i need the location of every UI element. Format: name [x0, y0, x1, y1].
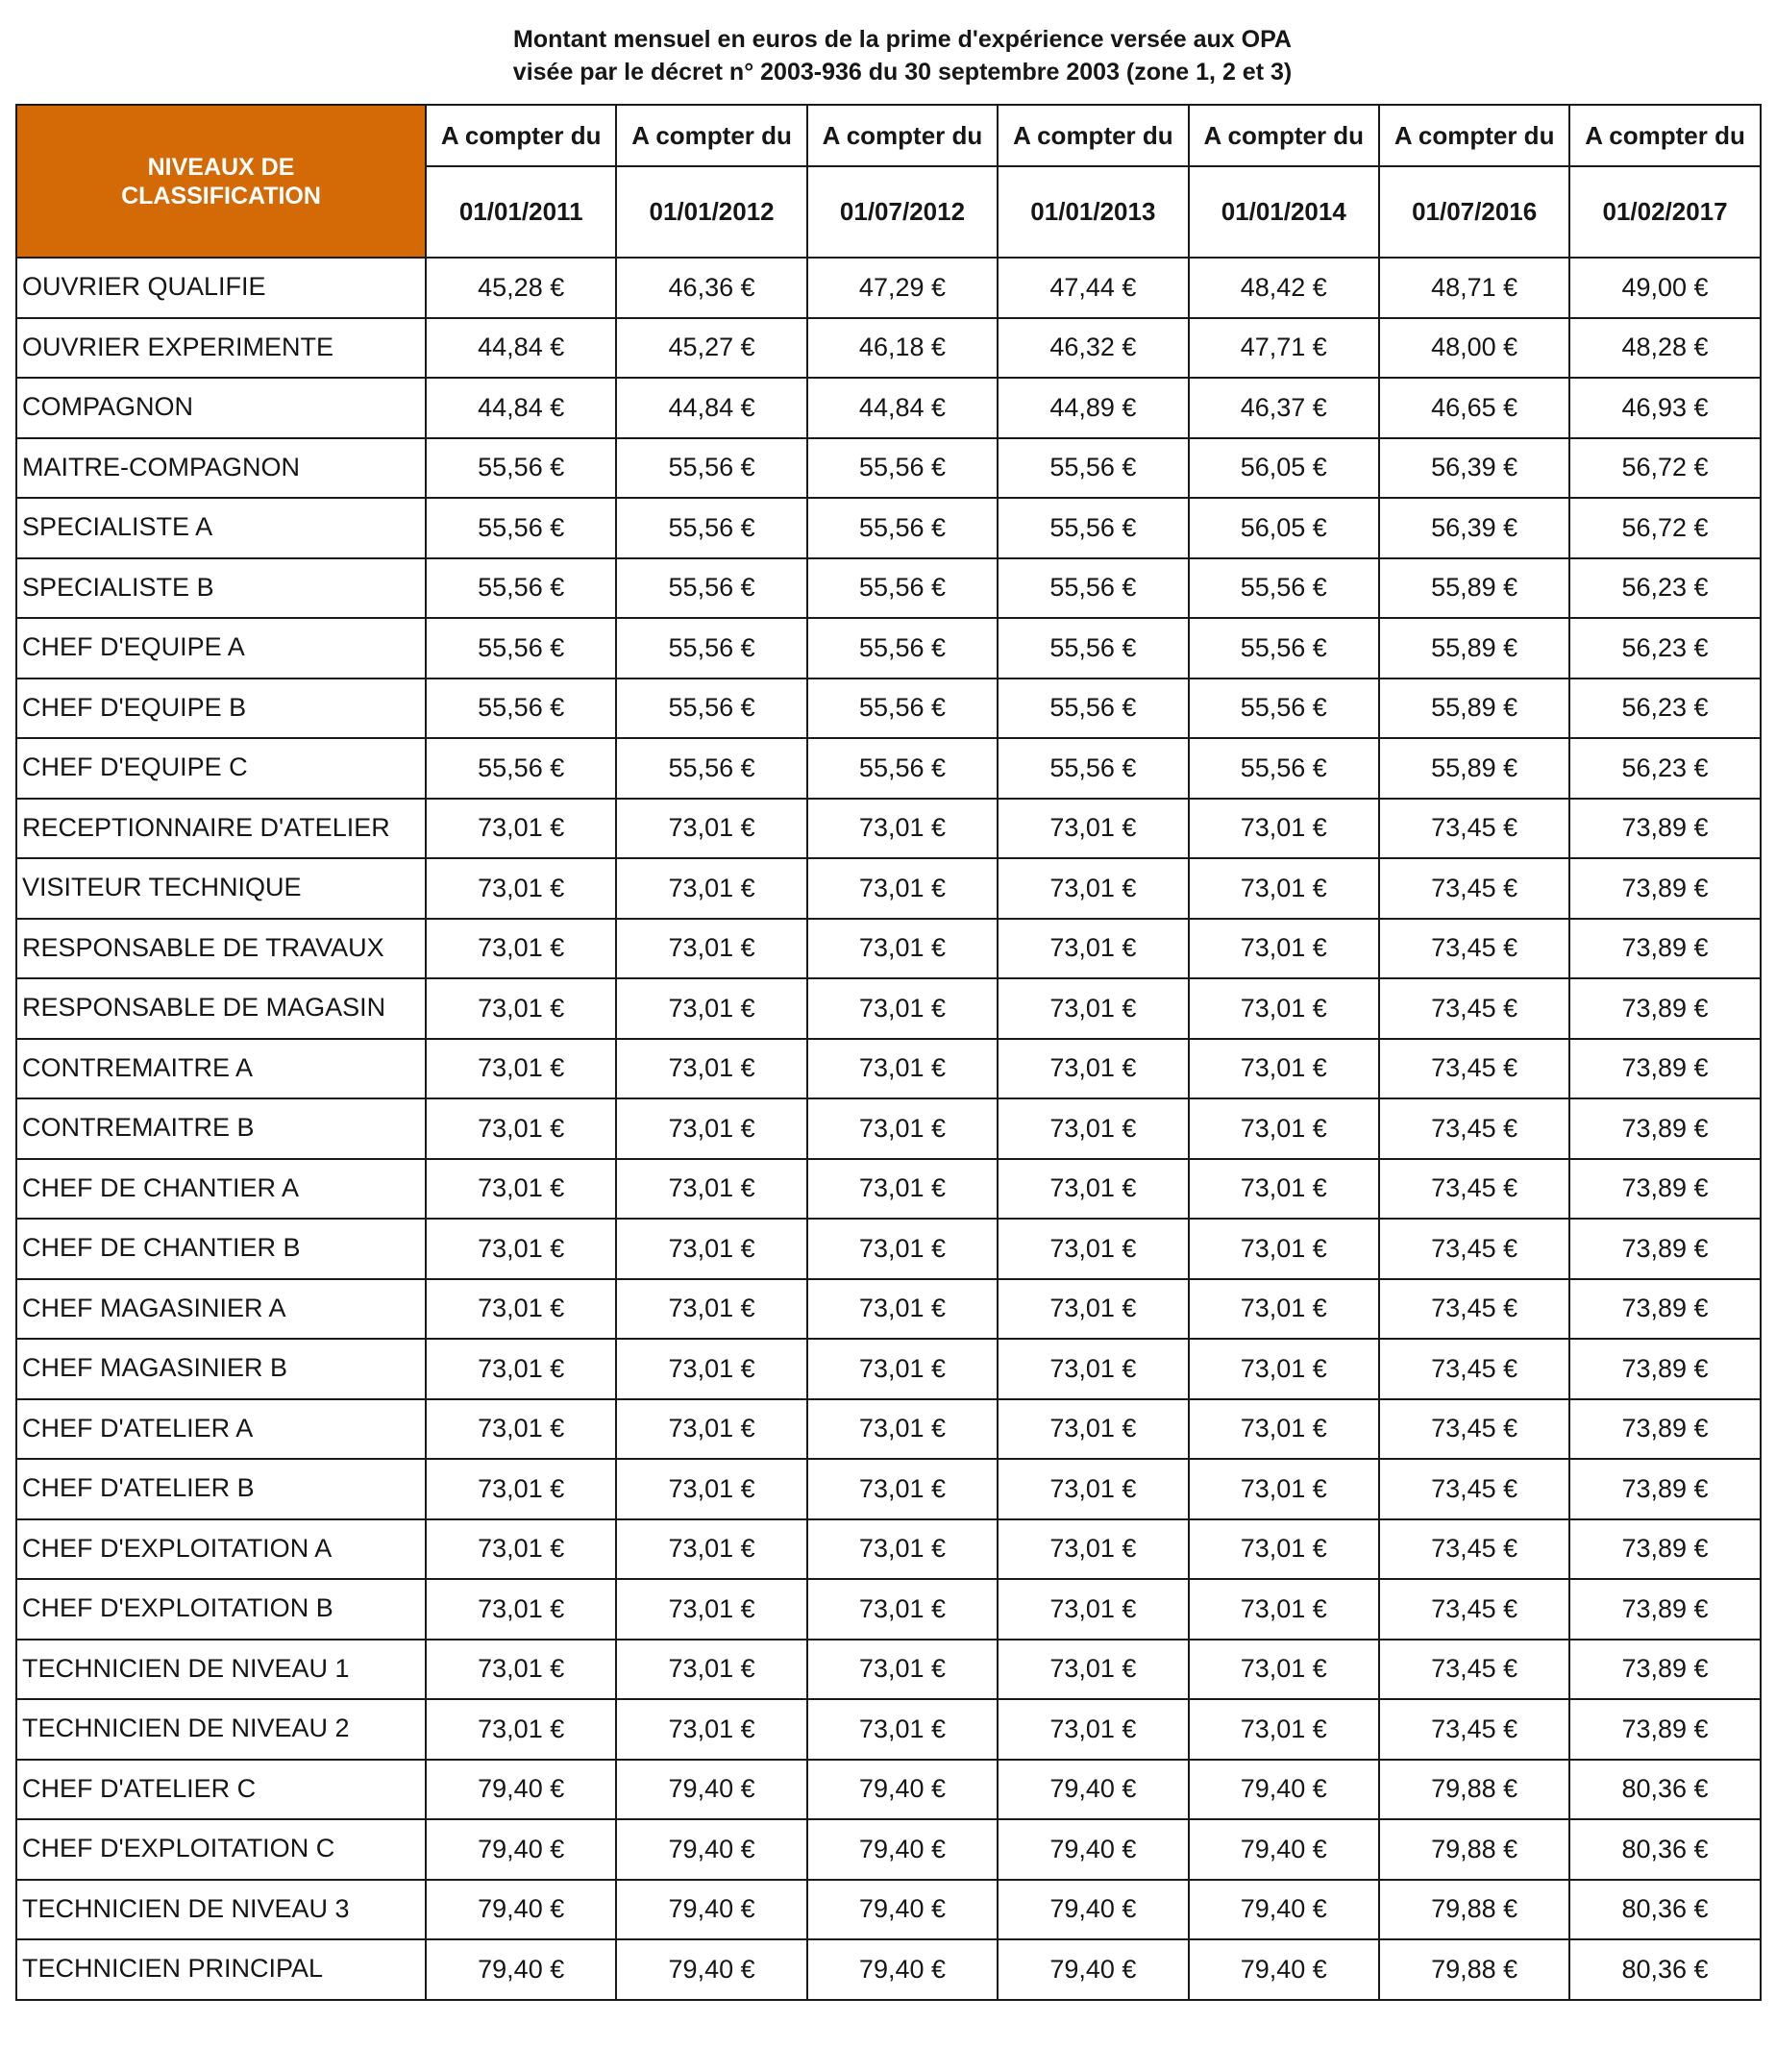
amount-cell: 73,01 €	[1189, 1098, 1379, 1159]
amount-cell: 55,56 €	[426, 498, 616, 558]
amount-cell: 55,56 €	[616, 438, 806, 499]
amount-cell: 73,01 €	[426, 799, 616, 859]
classification-label: RESPONSABLE DE MAGASIN	[16, 978, 426, 1039]
amount-cell: 73,89 €	[1569, 1279, 1760, 1340]
classification-label: RESPONSABLE DE TRAVAUX	[16, 919, 426, 979]
amount-cell: 55,56 €	[807, 438, 998, 499]
amount-cell: 55,56 €	[426, 438, 616, 499]
table-row	[16, 1279, 1761, 1340]
amount-cell: 73,01 €	[807, 1579, 998, 1640]
classification-label: CHEF D'EXPLOITATION A	[16, 1519, 426, 1580]
amount-cell: 55,56 €	[998, 618, 1188, 678]
column-prefix: A compter du	[616, 105, 806, 166]
classification-label: SPECIALISTE B	[16, 558, 426, 619]
amount-cell: 73,01 €	[426, 1279, 616, 1340]
amount-cell: 73,45 €	[1379, 1339, 1569, 1399]
amount-cell: 73,89 €	[1569, 1039, 1760, 1099]
amount-cell: 73,01 €	[426, 1459, 616, 1519]
table-row	[16, 438, 1761, 499]
amount-cell: 73,01 €	[426, 1159, 616, 1220]
amount-cell: 80,36 €	[1569, 1939, 1760, 2000]
amount-cell: 73,45 €	[1379, 1098, 1569, 1159]
amount-cell: 73,01 €	[1189, 1519, 1379, 1580]
table-row	[16, 1880, 1761, 1940]
amount-cell: 80,36 €	[1569, 1819, 1760, 1880]
amount-cell: 73,01 €	[1189, 1159, 1379, 1220]
amount-cell: 73,01 €	[426, 1699, 616, 1760]
amount-cell: 73,01 €	[807, 1459, 998, 1519]
amount-cell: 73,89 €	[1569, 1579, 1760, 1640]
amount-cell: 55,56 €	[1189, 678, 1379, 739]
amount-cell: 73,45 €	[1379, 1459, 1569, 1519]
classification-label: OUVRIER EXPERIMENTE	[16, 318, 426, 379]
amount-cell: 55,56 €	[426, 618, 616, 678]
table-row	[16, 1339, 1761, 1399]
amount-cell: 55,56 €	[998, 498, 1188, 558]
classification-label: SPECIALISTE A	[16, 498, 426, 558]
amount-cell: 55,56 €	[807, 498, 998, 558]
amount-cell: 73,01 €	[807, 1640, 998, 1700]
amount-cell: 79,40 €	[1189, 1819, 1379, 1880]
amount-cell: 55,56 €	[807, 618, 998, 678]
column-date: 01/02/2017	[1569, 166, 1760, 258]
amount-cell: 73,01 €	[616, 1640, 806, 1700]
amount-cell: 73,45 €	[1379, 1699, 1569, 1760]
amount-cell: 55,56 €	[1189, 738, 1379, 799]
amount-cell: 55,56 €	[616, 738, 806, 799]
amount-cell: 56,23 €	[1569, 618, 1760, 678]
amount-cell: 45,27 €	[616, 318, 806, 379]
classification-label: CHEF D'ATELIER A	[16, 1399, 426, 1460]
amount-cell: 73,89 €	[1569, 1519, 1760, 1580]
amount-cell: 73,01 €	[807, 919, 998, 979]
table-row	[16, 1819, 1761, 1880]
amount-cell: 73,89 €	[1569, 1098, 1760, 1159]
amount-cell: 79,40 €	[616, 1819, 806, 1880]
classification-label: CHEF D'ATELIER B	[16, 1459, 426, 1519]
amount-cell: 73,89 €	[1569, 858, 1760, 919]
amount-cell: 79,40 €	[616, 1760, 806, 1820]
amount-cell: 73,01 €	[998, 1399, 1188, 1460]
amount-cell: 73,89 €	[1569, 1459, 1760, 1519]
table-row	[16, 919, 1761, 979]
amount-cell: 56,72 €	[1569, 498, 1760, 558]
amount-cell: 73,01 €	[426, 1098, 616, 1159]
amount-cell: 73,01 €	[426, 978, 616, 1039]
amount-cell: 56,23 €	[1569, 678, 1760, 739]
amount-cell: 80,36 €	[1569, 1760, 1760, 1820]
amount-cell: 55,89 €	[1379, 558, 1569, 619]
amount-cell: 73,01 €	[998, 1279, 1188, 1340]
amount-cell: 73,01 €	[807, 799, 998, 859]
amount-cell: 55,56 €	[616, 678, 806, 739]
amount-cell: 73,01 €	[426, 1219, 616, 1279]
amount-cell: 73,01 €	[807, 1279, 998, 1340]
amount-cell: 55,56 €	[1189, 558, 1379, 619]
table-header	[16, 105, 1761, 258]
amount-cell: 79,40 €	[807, 1880, 998, 1940]
amount-cell: 73,01 €	[616, 1039, 806, 1099]
amount-cell: 47,44 €	[998, 258, 1188, 318]
amount-cell: 73,01 €	[998, 1519, 1188, 1580]
classification-header	[16, 105, 426, 258]
column-prefix: A compter du	[1569, 105, 1760, 166]
amount-cell: 55,56 €	[616, 618, 806, 678]
amount-cell: 73,01 €	[1189, 1699, 1379, 1760]
table-row	[16, 1640, 1761, 1700]
table-row	[16, 1159, 1761, 1220]
amount-cell: 73,01 €	[1189, 799, 1379, 859]
amount-cell: 79,40 €	[998, 1819, 1188, 1880]
amount-cell: 79,88 €	[1379, 1939, 1569, 2000]
column-prefix: A compter du	[426, 105, 616, 166]
classification-label: OUVRIER QUALIFIE	[16, 258, 426, 318]
classification-label: VISITEUR TECHNIQUE	[16, 858, 426, 919]
amount-cell: 79,88 €	[1379, 1760, 1569, 1820]
table-body	[16, 258, 1761, 2000]
table-row	[16, 258, 1761, 318]
column-date: 01/07/2016	[1379, 166, 1569, 258]
amount-cell: 73,89 €	[1569, 1339, 1760, 1399]
table-row	[16, 1519, 1761, 1580]
amount-cell: 73,01 €	[998, 1339, 1188, 1399]
table-row	[16, 1579, 1761, 1640]
amount-cell: 55,56 €	[807, 678, 998, 739]
amount-cell: 73,01 €	[998, 1579, 1188, 1640]
amount-cell: 73,01 €	[998, 858, 1188, 919]
amount-cell: 73,45 €	[1379, 978, 1569, 1039]
amount-cell: 73,01 €	[616, 858, 806, 919]
classification-label: CHEF DE CHANTIER B	[16, 1219, 426, 1279]
amount-cell: 44,84 €	[426, 378, 616, 438]
amount-cell: 73,45 €	[1379, 799, 1569, 859]
table-row	[16, 378, 1761, 438]
amount-cell: 79,40 €	[1189, 1880, 1379, 1940]
amount-cell: 73,01 €	[807, 1519, 998, 1580]
amount-cell: 56,05 €	[1189, 438, 1379, 499]
classification-label: CHEF D'EQUIPE A	[16, 618, 426, 678]
classification-label: TECHNICIEN PRINCIPAL	[16, 1939, 426, 2000]
amount-cell: 79,40 €	[616, 1939, 806, 2000]
amount-cell: 79,40 €	[807, 1760, 998, 1820]
amount-cell: 55,56 €	[1189, 618, 1379, 678]
prime-table	[15, 104, 1762, 2001]
amount-cell: 56,39 €	[1379, 438, 1569, 499]
amount-cell: 44,89 €	[998, 378, 1188, 438]
amount-cell: 73,01 €	[807, 1399, 998, 1460]
table-row	[16, 799, 1761, 859]
amount-cell: 55,56 €	[998, 558, 1188, 619]
amount-cell: 73,89 €	[1569, 978, 1760, 1039]
amount-cell: 73,01 €	[998, 919, 1188, 979]
amount-cell: 73,01 €	[1189, 978, 1379, 1039]
amount-cell: 73,45 €	[1379, 1399, 1569, 1460]
amount-cell: 73,45 €	[1379, 1640, 1569, 1700]
amount-cell: 56,23 €	[1569, 558, 1760, 619]
title-line-1: Montant mensuel en euros de la prime d'expérience versée aux OPA	[513, 26, 1292, 53]
amount-cell: 56,72 €	[1569, 438, 1760, 499]
column-prefix: A compter du	[1379, 105, 1569, 166]
column-prefix: A compter du	[1189, 105, 1379, 166]
amount-cell: 73,01 €	[616, 799, 806, 859]
amount-cell: 73,01 €	[616, 1699, 806, 1760]
amount-cell: 73,01 €	[1189, 1279, 1379, 1340]
amount-cell: 55,56 €	[807, 738, 998, 799]
amount-cell: 73,01 €	[998, 1159, 1188, 1220]
classification-label: CHEF D'EQUIPE B	[16, 678, 426, 739]
amount-cell: 45,28 €	[426, 258, 616, 318]
amount-cell: 73,01 €	[807, 1098, 998, 1159]
amount-cell: 73,45 €	[1379, 1219, 1569, 1279]
amount-cell: 55,56 €	[616, 558, 806, 619]
amount-cell: 48,71 €	[1379, 258, 1569, 318]
amount-cell: 73,01 €	[1189, 919, 1379, 979]
amount-cell: 73,45 €	[1379, 919, 1569, 979]
amount-cell: 73,89 €	[1569, 1699, 1760, 1760]
classification-label: CHEF D'ATELIER C	[16, 1760, 426, 1820]
table-row	[16, 1039, 1761, 1099]
amount-cell: 79,88 €	[1379, 1880, 1569, 1940]
table-row	[16, 1459, 1761, 1519]
amount-cell: 73,01 €	[1189, 858, 1379, 919]
amount-cell: 73,01 €	[426, 1399, 616, 1460]
amount-cell: 73,01 €	[426, 858, 616, 919]
column-date: 01/07/2012	[807, 166, 998, 258]
amount-cell: 73,01 €	[998, 1640, 1188, 1700]
amount-cell: 73,01 €	[1189, 1039, 1379, 1099]
amount-cell: 79,40 €	[426, 1880, 616, 1940]
amount-cell: 73,01 €	[616, 1399, 806, 1460]
amount-cell: 79,40 €	[807, 1939, 998, 2000]
amount-cell: 73,01 €	[807, 1159, 998, 1220]
amount-cell: 55,56 €	[998, 678, 1188, 739]
amount-cell: 46,37 €	[1189, 378, 1379, 438]
amount-cell: 56,23 €	[1569, 738, 1760, 799]
amount-cell: 56,39 €	[1379, 498, 1569, 558]
amount-cell: 73,01 €	[1189, 1459, 1379, 1519]
amount-cell: 73,01 €	[616, 1519, 806, 1580]
amount-cell: 73,45 €	[1379, 858, 1569, 919]
amount-cell: 73,01 €	[998, 799, 1188, 859]
amount-cell: 73,01 €	[616, 1098, 806, 1159]
classification-label: CHEF MAGASINIER B	[16, 1339, 426, 1399]
amount-cell: 73,01 €	[807, 1039, 998, 1099]
amount-cell: 47,71 €	[1189, 318, 1379, 379]
amount-cell: 48,00 €	[1379, 318, 1569, 379]
amount-cell: 73,01 €	[616, 1579, 806, 1640]
amount-cell: 73,01 €	[1189, 1579, 1379, 1640]
table-row	[16, 978, 1761, 1039]
table-row	[16, 1699, 1761, 1760]
amount-cell: 73,89 €	[1569, 1159, 1760, 1220]
classification-label: CHEF D'EQUIPE C	[16, 738, 426, 799]
column-prefix: A compter du	[807, 105, 998, 166]
amount-cell: 79,40 €	[426, 1939, 616, 2000]
table-row	[16, 318, 1761, 379]
amount-cell: 79,40 €	[998, 1880, 1188, 1940]
amount-cell: 79,40 €	[616, 1880, 806, 1940]
amount-cell: 56,05 €	[1189, 498, 1379, 558]
column-date: 01/01/2012	[616, 166, 806, 258]
amount-cell: 73,89 €	[1569, 919, 1760, 979]
amount-cell: 73,01 €	[998, 1219, 1188, 1279]
classification-label: CONTREMAITRE A	[16, 1039, 426, 1099]
amount-cell: 73,01 €	[998, 1459, 1188, 1519]
amount-cell: 79,40 €	[426, 1760, 616, 1820]
amount-cell: 73,45 €	[1379, 1579, 1569, 1640]
table-row	[16, 558, 1761, 619]
amount-cell: 55,56 €	[807, 558, 998, 619]
amount-cell: 73,45 €	[1379, 1519, 1569, 1580]
header-row-prefix	[16, 105, 1761, 166]
amount-cell: 73,01 €	[426, 1640, 616, 1700]
amount-cell: 73,01 €	[616, 1339, 806, 1399]
amount-cell: 73,01 €	[998, 1098, 1188, 1159]
table-row	[16, 1760, 1761, 1820]
column-date: 01/01/2014	[1189, 166, 1379, 258]
amount-cell: 46,32 €	[998, 318, 1188, 379]
amount-cell: 55,56 €	[426, 558, 616, 619]
amount-cell: 44,84 €	[616, 378, 806, 438]
classification-label: CHEF DE CHANTIER A	[16, 1159, 426, 1220]
classification-label: COMPAGNON	[16, 378, 426, 438]
amount-cell: 55,89 €	[1379, 738, 1569, 799]
amount-cell: 73,89 €	[1569, 1219, 1760, 1279]
title-line-2: visée par le décret n° 2003-936 du 30 septembre 2003 (zone 1, 2 et 3)	[512, 59, 1293, 86]
column-date: 01/01/2011	[426, 166, 616, 258]
amount-cell: 46,18 €	[807, 318, 998, 379]
amount-cell: 55,89 €	[1379, 618, 1569, 678]
table-row	[16, 1219, 1761, 1279]
amount-cell: 73,89 €	[1569, 1399, 1760, 1460]
amount-cell: 46,93 €	[1569, 378, 1760, 438]
amount-cell: 48,28 €	[1569, 318, 1760, 379]
classification-label: MAITRE-COMPAGNON	[16, 438, 426, 499]
amount-cell: 55,56 €	[616, 498, 806, 558]
column-prefix: A compter du	[998, 105, 1188, 166]
table-row	[16, 858, 1761, 919]
amount-cell: 55,56 €	[998, 738, 1188, 799]
amount-cell: 44,84 €	[807, 378, 998, 438]
classification-label: CHEF D'EXPLOITATION B	[16, 1579, 426, 1640]
amount-cell: 55,56 €	[426, 678, 616, 739]
amount-cell: 73,01 €	[426, 919, 616, 979]
amount-cell: 73,01 €	[1189, 1640, 1379, 1700]
amount-cell: 73,01 €	[616, 1159, 806, 1220]
amount-cell: 46,36 €	[616, 258, 806, 318]
amount-cell: 73,01 €	[1189, 1219, 1379, 1279]
amount-cell: 73,01 €	[426, 1039, 616, 1099]
amount-cell: 73,45 €	[1379, 1279, 1569, 1340]
amount-cell: 79,40 €	[426, 1819, 616, 1880]
classification-label: CONTREMAITRE B	[16, 1098, 426, 1159]
amount-cell: 73,01 €	[616, 978, 806, 1039]
amount-cell: 80,36 €	[1569, 1880, 1760, 1940]
classification-label: TECHNICIEN DE NIVEAU 3	[16, 1880, 426, 1940]
document-title	[0, 23, 1776, 88]
amount-cell: 79,40 €	[1189, 1760, 1379, 1820]
amount-cell: 79,40 €	[998, 1760, 1188, 1820]
amount-cell: 79,40 €	[998, 1939, 1188, 2000]
amount-cell: 73,01 €	[807, 858, 998, 919]
amount-cell: 79,88 €	[1379, 1819, 1569, 1880]
table-row	[16, 498, 1761, 558]
table-row	[16, 1098, 1761, 1159]
amount-cell: 73,01 €	[998, 1039, 1188, 1099]
classification-label: CHEF D'EXPLOITATION C	[16, 1819, 426, 1880]
amount-cell: 73,01 €	[426, 1339, 616, 1399]
amount-cell: 46,65 €	[1379, 378, 1569, 438]
amount-cell: 73,01 €	[998, 1699, 1188, 1760]
classification-label: CHEF MAGASINIER A	[16, 1279, 426, 1340]
amount-cell: 73,01 €	[807, 978, 998, 1039]
amount-cell: 73,01 €	[616, 919, 806, 979]
amount-cell: 73,01 €	[807, 1339, 998, 1399]
amount-cell: 73,01 €	[426, 1579, 616, 1640]
amount-cell: 73,89 €	[1569, 799, 1760, 859]
amount-cell: 48,42 €	[1189, 258, 1379, 318]
amount-cell: 73,01 €	[1189, 1399, 1379, 1460]
amount-cell: 44,84 €	[426, 318, 616, 379]
amount-cell: 73,01 €	[998, 978, 1188, 1039]
amount-cell: 73,01 €	[426, 1519, 616, 1580]
classification-label: TECHNICIEN DE NIVEAU 2	[16, 1699, 426, 1760]
amount-cell: 79,40 €	[1189, 1939, 1379, 2000]
amount-cell: 47,29 €	[807, 258, 998, 318]
amount-cell: 55,56 €	[426, 738, 616, 799]
amount-cell: 73,45 €	[1379, 1039, 1569, 1099]
classification-label: TECHNICIEN DE NIVEAU 1	[16, 1640, 426, 1700]
amount-cell: 73,01 €	[807, 1219, 998, 1279]
amount-cell: 73,01 €	[616, 1459, 806, 1519]
amount-cell: 73,01 €	[1189, 1339, 1379, 1399]
amount-cell: 73,89 €	[1569, 1640, 1760, 1700]
table-row	[16, 1399, 1761, 1460]
amount-cell: 73,01 €	[616, 1219, 806, 1279]
table-row	[16, 618, 1761, 678]
amount-cell: 73,01 €	[616, 1279, 806, 1340]
amount-cell: 73,01 €	[807, 1699, 998, 1760]
classification-header-line-1: NIVEAUX DE	[147, 153, 295, 181]
column-date: 01/01/2013	[998, 166, 1188, 258]
table-row	[16, 678, 1761, 739]
classification-label: RECEPTIONNAIRE D'ATELIER	[16, 799, 426, 859]
amount-cell: 79,40 €	[807, 1819, 998, 1880]
classification-header-line-2: CLASSIFICATION	[121, 182, 321, 210]
amount-cell: 49,00 €	[1569, 258, 1760, 318]
amount-cell: 73,45 €	[1379, 1159, 1569, 1220]
table-row	[16, 738, 1761, 799]
amount-cell: 55,56 €	[998, 438, 1188, 499]
amount-cell: 55,89 €	[1379, 678, 1569, 739]
table-row	[16, 1939, 1761, 2000]
